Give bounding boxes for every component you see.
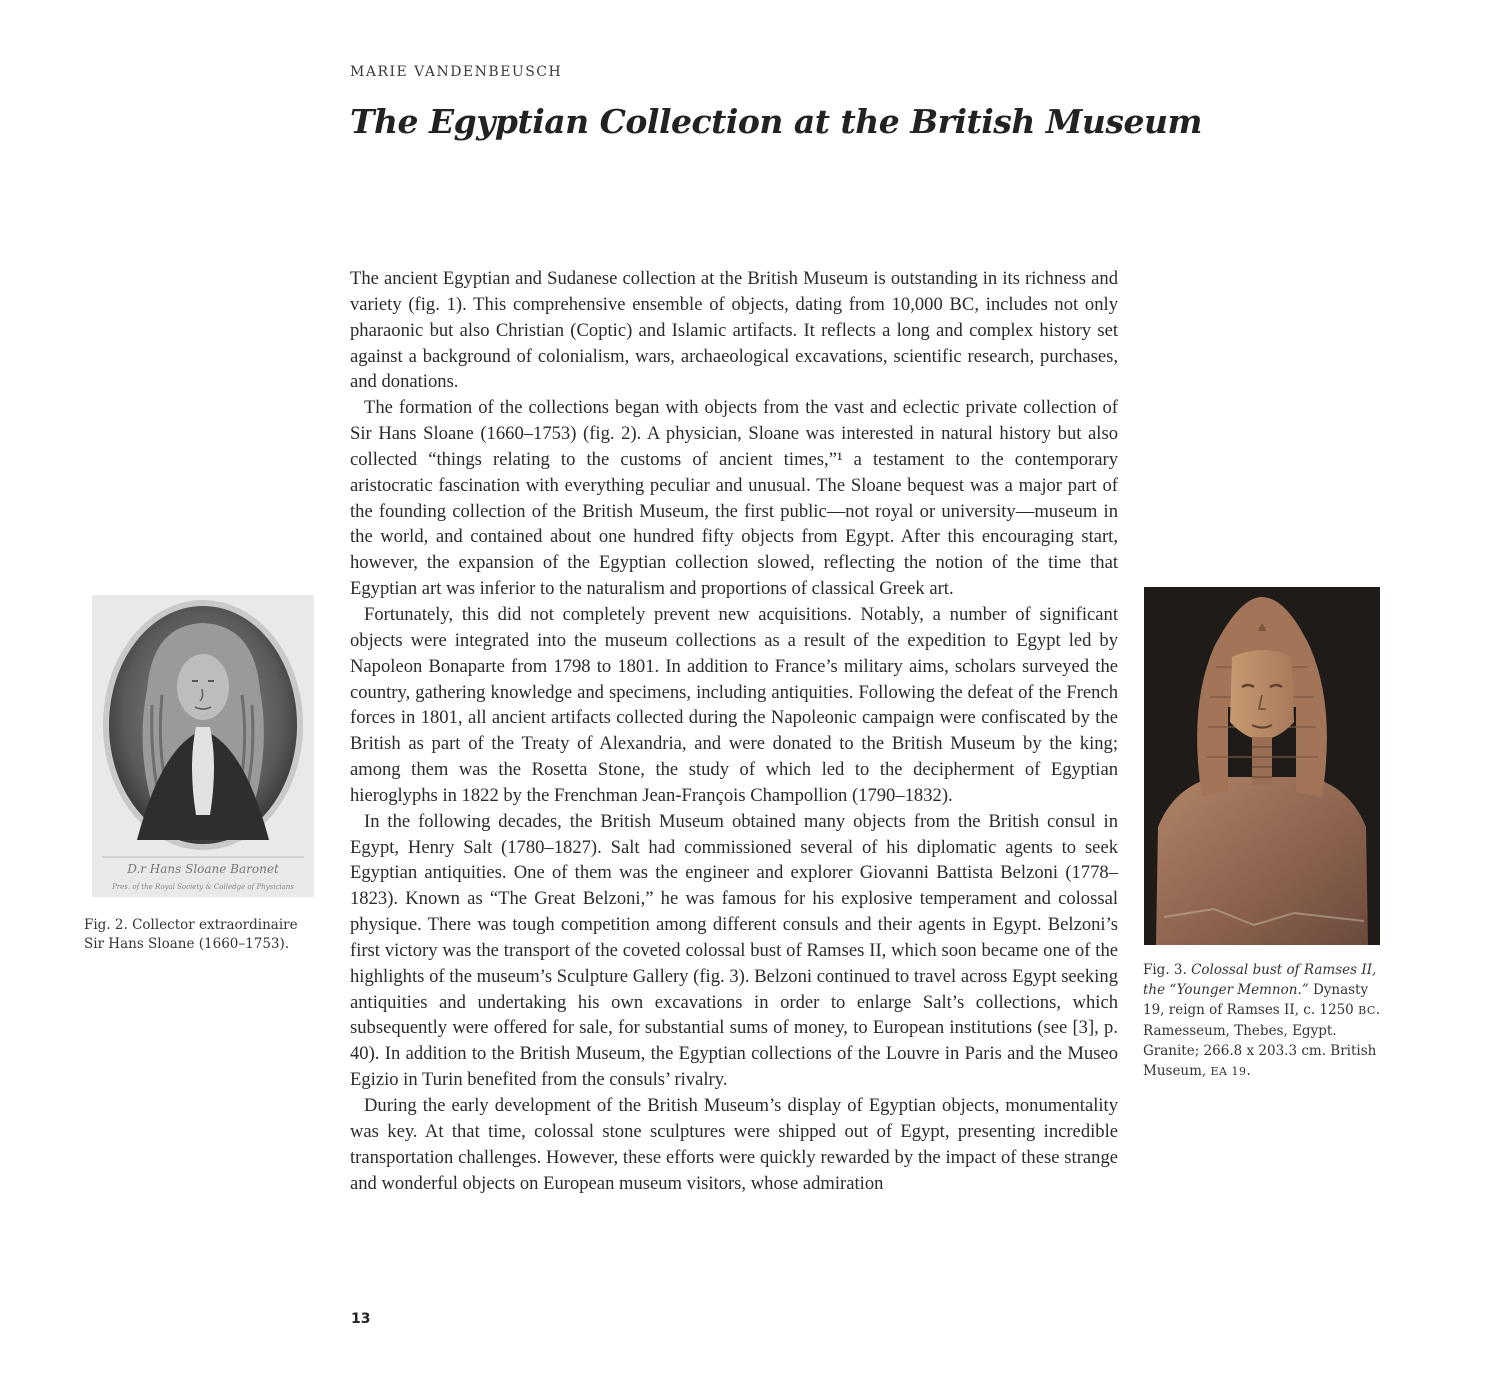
author-name: MARIE VANDENBEUSCH bbox=[350, 64, 563, 80]
paragraph: During the early development of the British Museum’s display of Egyptian objects, monumentality was key. At that time, colossal stone sculptures were shipped out of Egypt, presenting incredible transportation challenges. However, these efforts were quickly rewarded by the impact of these strange and wonderful objects on European museum visitors, whose admiration bbox=[350, 1095, 1118, 1194]
caption-label: Fig. 3. bbox=[1143, 962, 1187, 978]
page-number: 13 bbox=[351, 1311, 371, 1327]
figure-3-caption bbox=[1143, 960, 1383, 1082]
caption-line: Fig. 2. Collector extraordinaire bbox=[84, 917, 298, 933]
caption-end: . bbox=[1246, 1063, 1251, 1079]
ramses-bust-image bbox=[1144, 587, 1380, 945]
engraving-inscription: D.r Hans Sloane Baronet bbox=[127, 862, 279, 876]
caption-era: BC bbox=[1358, 1004, 1376, 1017]
paragraph: The ancient Egyptian and Sudanese collection at the British Museum is outstanding in its richness and variety (fig. 1). This comprehensive ensemble of objects, dating from 10,000 BC, includes not only pharaonic but also Christian (Coptic) and Islamic artifacts. It reflects a long and complex history set against a background of colonialism, wars, archaeological excavations, scientific research, purchases, and donations. bbox=[350, 268, 1118, 393]
caption-accession: EA 19 bbox=[1210, 1065, 1247, 1078]
caption-text: Dynasty 19, reign of Ramses II, c. 1250 bbox=[1143, 982, 1369, 1018]
engraving-inscription-small: Pres. of the Royal Society & Colledge of Physicians bbox=[112, 883, 294, 891]
body-text bbox=[350, 266, 1118, 1196]
figure-2-caption bbox=[84, 916, 314, 954]
caption-line: Sir Hans Sloane (1660–1753). bbox=[84, 936, 290, 952]
paragraph: The formation of the collections began with objects from the vast and eclectic private collection of Sir Hans Sloane (1660–1753) (fig. 2). A physician, Sloane was interested in natural history but also collected “things relating to the customs of ancient times,”¹ a testament to the contemporary aristocratic fascination with everything peculiar and unusual. The Sloane bequest was a major part of the founding collection of the British Museum, the first public—not royal or university—museum in the world, and contained about one hundred fifty objects from Egypt. After this encouraging start, however, the expansion of the Egyptian collection slowed, reflecting the notion of the time that Egyptian art was inferior to the naturalism and proportions of classical Greek art. bbox=[350, 397, 1118, 600]
sloane-portrait-image bbox=[92, 595, 314, 897]
paragraph: Fortunately, this did not completely prevent new acquisitions. Notably, a number of significant objects were integrated into the museum collections as a result of the expedition to Egypt led by Napoleon Bonaparte from 1798 to 1801. In addition to France’s military aims, scholars surveyed the country, gathering knowledge and specimens, including antiquities. Following the defeat of the French forces in 1801, all ancient artifacts collected during the Napoleonic campaign were confiscated by the British as part of the Treaty of Alexandria, and were donated to the British Museum by the king; among them was the Rosetta Stone, the study of which led to the decipherment of Egyptian hieroglyphs in 1822 by the Frenchman Jean-François Champollion (1790–1832). bbox=[350, 603, 1118, 806]
caption-title: Colossal bust of Ramses II, the “Younger Memnon.” bbox=[1143, 962, 1377, 998]
article-title: The Egyptian Collection at the British Museum bbox=[350, 102, 1202, 141]
caption-text: . Ramesseum, Thebes, Egypt. Granite; 266.8 x 203.3 cm. British Museum, bbox=[1143, 1002, 1381, 1079]
paragraph: In the following decades, the British Museum obtained many objects from the British consul in Egypt, Henry Salt (1780–1827). Salt had commissioned several of his diplomatic agents to seek Egyptian antiquities. One of them was the engineer and explorer Giovanni Battista Belzoni (1778–1823). Known as “The Great Belzoni,” he was famous for his explosive temperament and colossal physique. There was tough competition among different consuls and their agents in Egypt. Belzoni’s first victory was the transport of the coveted colossal bust of Ramses II, which soon became one of the highlights of the museum’s Sculpture Gallery (fig. 3). Belzoni continued to travel across Egypt seeking antiquities and undertaking his own excavations in order to enlarge Salt’s collections, which subsequently were offered for sale, for substantial sums of money, to European institutions (see [3], p. 40). In addition to the British Museum, the Egyptian collections of the Louvre in Paris and the Museo Egizio in Turin benefited from the consuls’ rivalry. bbox=[350, 810, 1118, 1091]
